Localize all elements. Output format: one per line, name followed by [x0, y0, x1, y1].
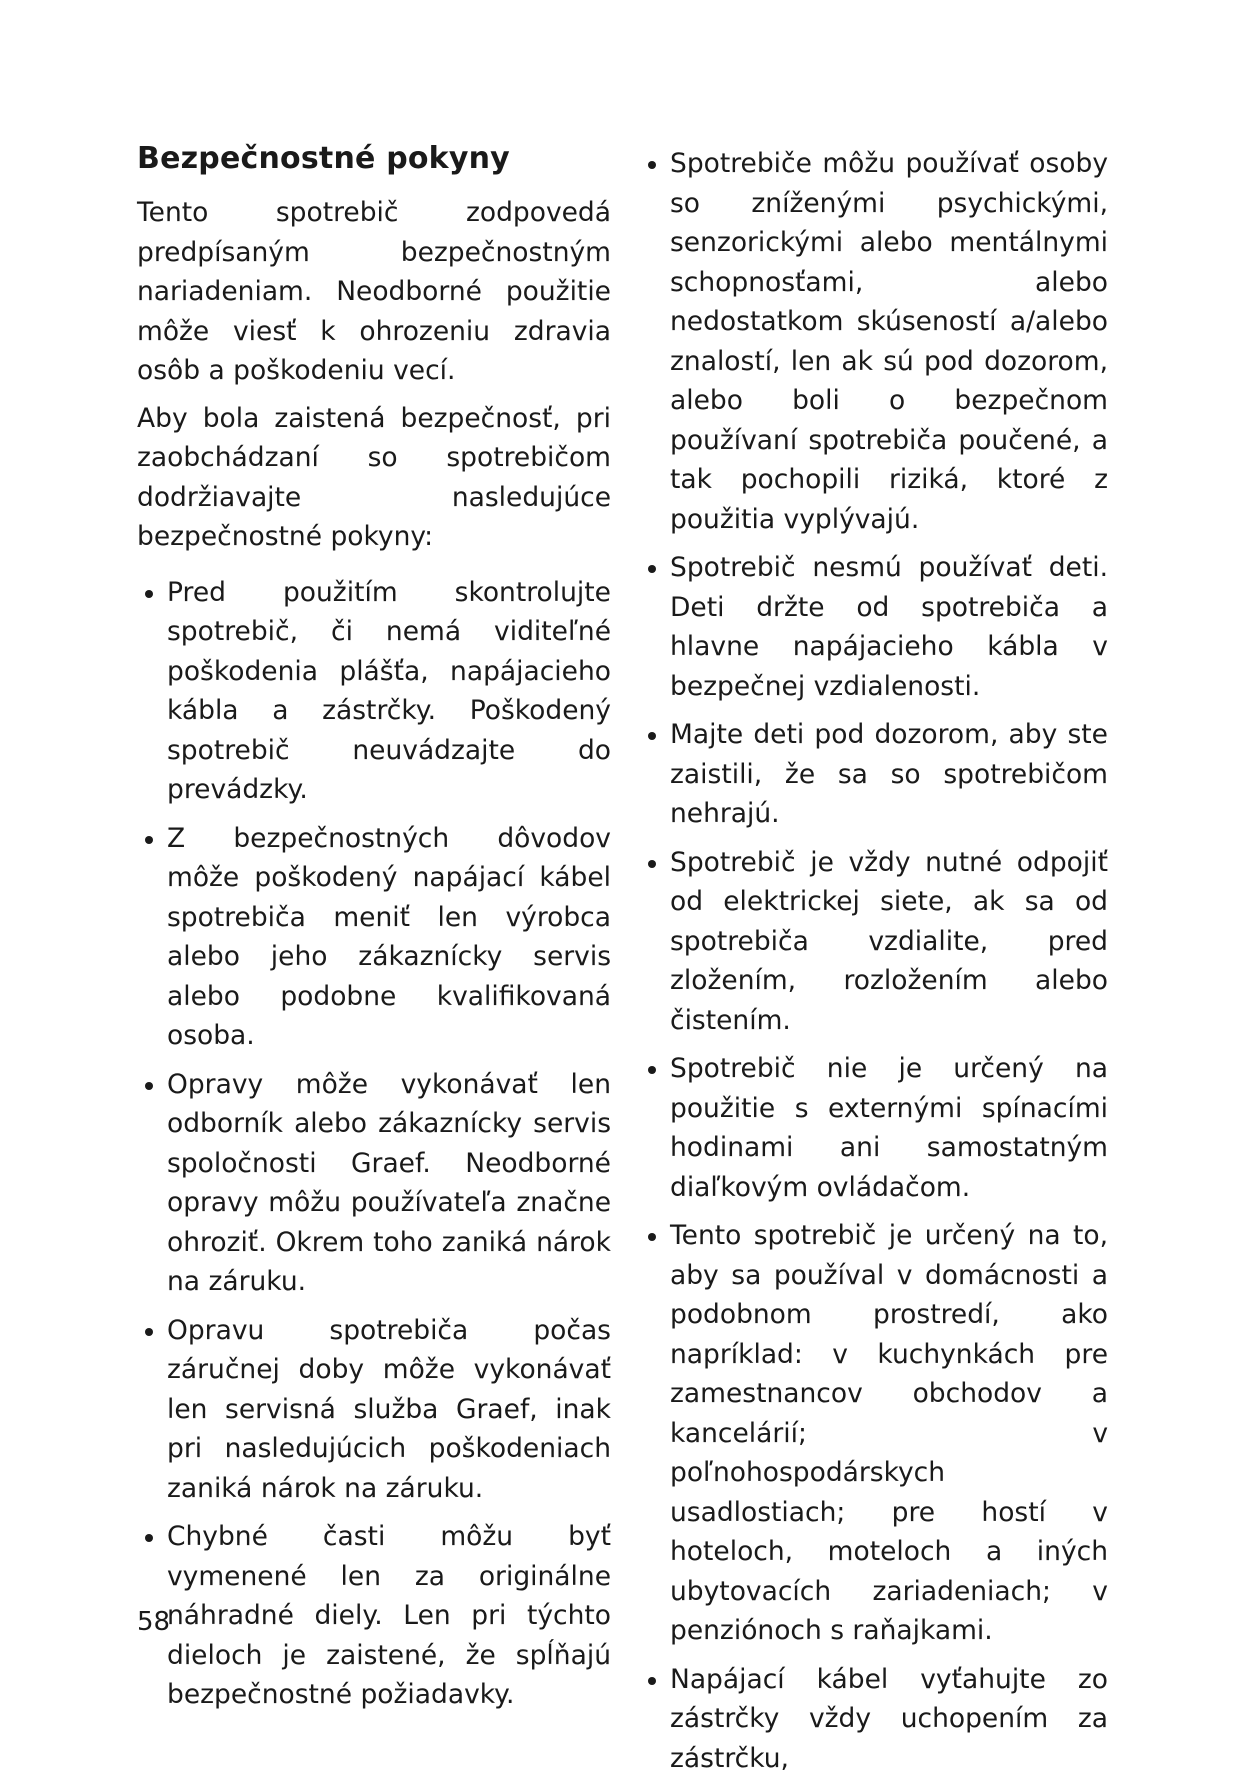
- bullet-icon: [648, 161, 656, 169]
- bullet-icon: [648, 860, 656, 868]
- list-item-text: Majte deti pod dozorom, aby ste zaistili, že sa so spotrebičom nehrajú.: [670, 719, 1108, 829]
- bullet-icon: [648, 565, 656, 573]
- list-item-text: Opravu spotrebiča počas záručnej doby môže vykonávať len servisná služba Graef, inak pri nasledujúcich poškodeniach zaniká nárok na záruku.: [167, 1314, 611, 1504]
- list-item-text: Pred použitím skontrolujte spotrebič, či nemá viditeľné poškodenia plášťa, napájacieho kábla a zástrčky. Poškodený spotrebič neuvádzajte do prevádzky.: [167, 576, 611, 805]
- list-item: [640, 843, 1108, 1041]
- bullet-icon: [648, 1677, 656, 1685]
- bullet-icon: [648, 1066, 656, 1074]
- bullet-icon: [145, 590, 153, 598]
- list-item: [137, 1065, 611, 1302]
- list-item-text: Spotrebiče môžu používať osoby so zníženými psychickými, senzorickými alebo mentálnymi schopnosťami, alebo nedostatkom skúseností a/alebo znalostí, len ak sú pod dozorom, alebo boli o bezpečnom používaní spotrebiča poučené, a tak pochopili riziká, ktoré z použitia vyplývajú.: [670, 148, 1108, 535]
- list-item-text: Chybné časti môžu byť vymenené len za originálne náhradné diely. Len pri týchto dieloch je zaistené, že spĺňajú bezpečnostné požiadavky.: [167, 1521, 611, 1710]
- list-item-text: Tento spotrebič je určený na to, aby sa používal v domácnosti a podobnom prostredí, ako napríklad: v kuchynkách pre zamestnancov obchodov a kancelárií; v poľnohospodárskych usadlostiach; pre hostí v hoteloch, moteloch a iných ubytovacích zariadeniach; v penziónoch s raňajkami.: [670, 1220, 1108, 1646]
- list-item: [640, 1660, 1108, 1779]
- list-item: [640, 1216, 1108, 1651]
- bullet-icon: [145, 1082, 153, 1090]
- right-column: [640, 144, 1108, 1787]
- list-item: [640, 1049, 1108, 1207]
- left-bullet-list: [137, 573, 611, 1715]
- bullet-icon: [145, 836, 153, 844]
- bullet-icon: [648, 1233, 656, 1241]
- bullet-icon: [648, 732, 656, 740]
- section-heading: Bezpečnostné pokyny: [137, 141, 510, 176]
- left-column: [137, 140, 611, 1724]
- right-bullet-list: [640, 144, 1108, 1778]
- list-item: [640, 144, 1108, 539]
- bullet-icon: [145, 1534, 153, 1542]
- list-item-text: Spotrebič nesmú používať deti. Deti držte od spotrebiča a hlavne napájacieho kábla v bezpečnej vzdialenosti.: [670, 552, 1108, 702]
- list-item-text: Spotrebič nie je určený na použitie s externými spínacími hodinami ani samostatným diaľkovým ovládačom.: [670, 1053, 1108, 1203]
- list-item: [137, 819, 611, 1056]
- page-number: 58: [137, 1607, 171, 1637]
- bullet-icon: [145, 1328, 153, 1336]
- list-item-text: Opravy môže vykonávať len odborník alebo zákaznícky servis spoločnosti Graef. Neodborné opravy môžu používateľa značne ohroziť. Okrem toho zaniká nárok na záruku.: [167, 1068, 611, 1297]
- list-item-text: Spotrebič je vždy nutné odpojiť od elektrickej siete, ak sa od spotrebiča vzdialite, pred zložením, rozložením alebo čistením.: [670, 846, 1108, 1036]
- list-item: [640, 715, 1108, 834]
- intro-paragraph-2: Aby bola zaistená bezpečnosť, pri zaobchádzaní so spotrebičom dodržiavajte nasledujúce bezpečnostné pokyny:: [137, 402, 611, 552]
- list-item: [137, 1311, 611, 1509]
- list-item: [137, 573, 611, 810]
- list-item: [640, 548, 1108, 706]
- list-item-text: Napájací kábel vyťahujte zo zástrčky vždy uchopením za zástrčku,: [670, 1663, 1108, 1774]
- list-item: [137, 1517, 611, 1715]
- list-item-text: Z bezpečnostných dôvodov môže poškodený napájací kábel spotrebiča meniť len výrobca alebo jeho zákaznícky servis alebo podobne kvalifikovaná osoba.: [167, 822, 611, 1051]
- intro-paragraph-1: Tento spotrebič zodpovedá predpísaným bezpečnostným nariadeniam. Neodborné použitie môže viesť k ohrozeniu zdravia osôb a poškodeniu vecí.: [137, 197, 611, 386]
